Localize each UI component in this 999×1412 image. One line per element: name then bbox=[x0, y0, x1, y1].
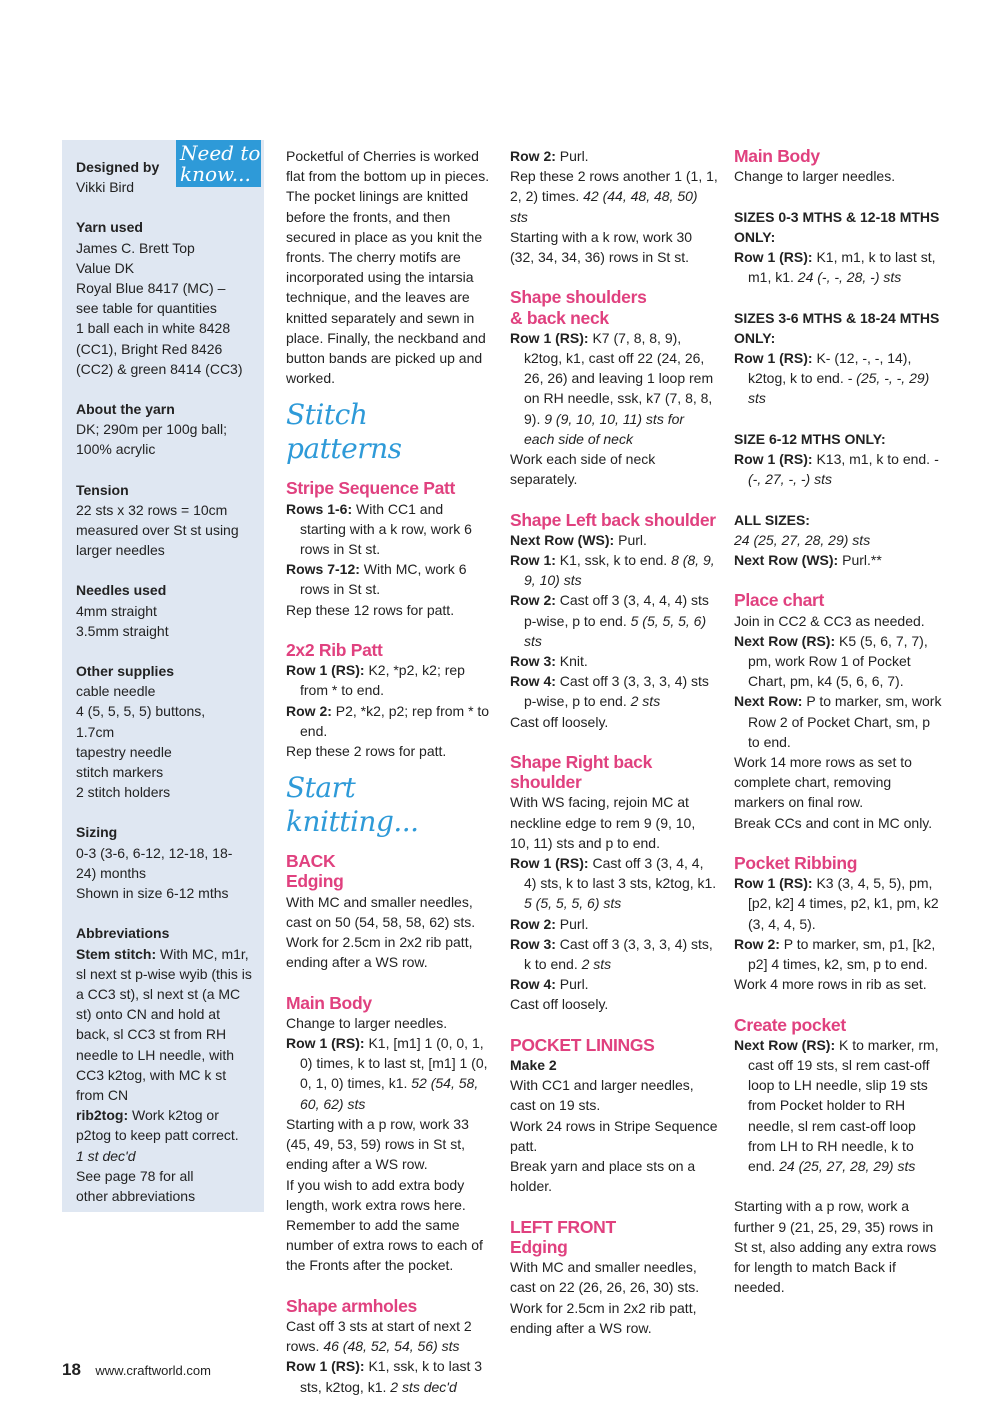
right-shoulder-heading: Shape Right back shoulder bbox=[510, 752, 653, 793]
chart-next-2 bbox=[734, 691, 944, 752]
designed-head: Designed by bbox=[76, 159, 160, 175]
left-row-4 bbox=[510, 671, 718, 711]
row-label: Row 1 (RS): bbox=[734, 249, 813, 265]
sizing-line: 24) months bbox=[76, 864, 147, 881]
yarn-line: Royal Blue 8417 (MC) – bbox=[76, 280, 226, 297]
row-text: Cast off 3 sts at start of next 2 rows. bbox=[286, 1317, 472, 1355]
yarn-line: (CC1), Bright Red 8426 bbox=[76, 340, 223, 357]
sizing-block bbox=[76, 822, 254, 903]
tension-line: 22 sts x 32 rows = 10cm bbox=[76, 501, 228, 518]
stitch-count: 2 sts bbox=[630, 693, 661, 710]
sizes-label: ALL SIZES: bbox=[734, 511, 810, 528]
sizes-label: SIZES 3-6 MTHS & 18-24 MTHS ONLY: bbox=[734, 309, 940, 346]
row-text: K2, *p2, k2; rep from * to end. bbox=[300, 662, 465, 699]
row-text: P to marker, sm, p1, [k2, p2] 4 times, k2, sm, p to end. bbox=[748, 935, 936, 973]
row-label: Row 1 (RS): bbox=[734, 451, 813, 467]
yarn-line: James C. Brett Top bbox=[76, 239, 195, 256]
row-2 bbox=[510, 146, 718, 166]
shoulders-heading: Shape shoulders & back neck bbox=[510, 287, 647, 328]
pocket-ribbing-heading: Pocket Ribbing bbox=[734, 853, 858, 874]
row-label: Row 1: bbox=[510, 552, 556, 569]
rib-heading: 2x2 Rib Patt bbox=[286, 640, 383, 661]
sizes1-row-1 bbox=[734, 247, 944, 287]
stitch-count: 42 (44, 48, 48, 50) sts bbox=[510, 188, 698, 225]
right-row-1 bbox=[510, 853, 718, 914]
row-text: Knit. bbox=[555, 653, 588, 670]
row-text: K- (12, -, -, 14), k2tog, k to end. bbox=[748, 350, 912, 387]
about-line: 100% acrylic bbox=[76, 441, 156, 458]
chart-break: Break CCs and cont in MC only. bbox=[734, 814, 933, 831]
tension-head: Tension bbox=[76, 481, 129, 498]
needles-line: 4mm straight bbox=[76, 602, 157, 619]
pocket-make bbox=[510, 1055, 718, 1075]
row-label: Row 1 (RS): bbox=[286, 1035, 365, 1052]
supplies-head: Other supplies bbox=[76, 663, 175, 680]
rep-text bbox=[510, 166, 718, 227]
sizes-label: SIZE 6-12 MTHS ONLY: bbox=[734, 430, 886, 447]
yarn-line: Value DK bbox=[76, 259, 135, 276]
row-label: Row 1 (RS): bbox=[734, 875, 813, 892]
column-2 bbox=[510, 146, 718, 1338]
row-label: Row 1 (RS): bbox=[510, 329, 589, 346]
main-starting: Starting with a p row, work 33 (45, 49, 53, 59) rows in St st, ending after a WS row. bbox=[286, 1115, 469, 1173]
page-footer bbox=[62, 1360, 211, 1380]
shoulders-each: Work each side of neck separately. bbox=[510, 451, 656, 488]
row-text: K3 (3, 4, 5, 5), pm, [p2, k2] 4 times, p2, k1, pm, k2 (3, 4, 4, 5). bbox=[748, 875, 939, 932]
pocket-with: With CC1 and larger needles, cast on 19 sts. bbox=[510, 1077, 694, 1114]
stitch-count: 46 (48, 52, 54, 56) sts bbox=[323, 1338, 460, 1355]
abbr-stem-text: With MC, m1r, sl next st p-wise wyib (this is a CC3 st), sl next st (a MC st) onto CN and hold at back, sl CC3 st from RH needle to LH needle, with CC3 k2tog, with MC k st from CN bbox=[76, 945, 252, 1103]
row-label: Row 2: bbox=[510, 915, 556, 932]
sizes1-head bbox=[734, 207, 944, 247]
yarn-line: see table for quantities bbox=[76, 300, 217, 317]
tension-line: larger needles bbox=[76, 542, 165, 559]
lf-edging-text: With MC and smaller needles, cast on 22 (26, 26, 26, 30) sts. Work for 2.5cm in 2x2 rib patt, ending after a WS row. bbox=[510, 1259, 700, 1336]
stitch-count: 5 (5, 5, 5, 6) sts bbox=[524, 612, 707, 649]
right-row-4 bbox=[510, 974, 718, 994]
abbr-stem bbox=[76, 944, 254, 1106]
lf-edging-heading: Edging bbox=[510, 1236, 568, 1257]
abbr-rib bbox=[76, 1105, 254, 1145]
tension-line: measured over St st using bbox=[76, 522, 239, 539]
chart-join: Join in CC2 & CC3 as needed. bbox=[734, 612, 925, 629]
left-row-3 bbox=[510, 651, 718, 671]
supplies-line: tapestry needle bbox=[76, 743, 172, 760]
row-text: K1, ssk, k to end. bbox=[555, 552, 672, 569]
stitch-count: 9 (9, 10, 10, 11) sts for each side of neck bbox=[524, 410, 685, 447]
stitch-count: 24 (-, -, 28, -) sts bbox=[797, 269, 902, 286]
intro-text: Pocketful of Cherries is worked flat from the bottom up in pieces. The pocket linings are knitted before the fronts, and then secured in place as you knit the fronts. The cherry motifs are incorporated using the intarsia technique, and the leaves are knitted separately and sewn in place. Finally, the neckband and button bands are picked up and worked. bbox=[286, 148, 490, 387]
chart-next-1 bbox=[734, 631, 944, 692]
row-text: Cast off 3 (3, 4, 4, 4) sts, k to last 3 sts, k2tog, k1. bbox=[524, 855, 717, 892]
row-label: Row 1 (RS): bbox=[286, 1358, 365, 1375]
back-heading: BACK bbox=[286, 851, 336, 872]
ribbing-work: Work 4 more rows in rib as set. bbox=[734, 976, 927, 993]
row-text: With MC, work 6 rows in St st. bbox=[300, 561, 467, 598]
stitch-count: 2 sts bbox=[581, 956, 612, 973]
stitch-count: 2 sts dec'd bbox=[390, 1378, 457, 1395]
sizes2-head bbox=[734, 308, 944, 348]
row-label: Row 2: bbox=[286, 702, 332, 719]
needles-block bbox=[76, 580, 254, 641]
row-text: P2, *k2, p2; rep from * to end. bbox=[300, 702, 490, 739]
left-shoulder-heading: Shape Left back shoulder bbox=[510, 509, 716, 530]
sizes-label: SIZES 0-3 MTHS & 12-18 MTHS ONLY: bbox=[734, 208, 940, 245]
yarn-head: Yarn used bbox=[76, 219, 143, 236]
row-text: K1, [m1] 1 (0, 0, 1, 0) times, k to last st, [m1] 1 (0, 0, 1, 0) times, k1. bbox=[300, 1035, 488, 1092]
row-label: Row 1 (RS): bbox=[510, 855, 589, 872]
tension-block bbox=[76, 480, 254, 561]
sizes3-head bbox=[734, 429, 944, 449]
row-label: Row 1 (RS): bbox=[734, 350, 813, 366]
row-label: Row 1 (RS): bbox=[286, 662, 365, 679]
armholes-heading: Shape armholes bbox=[286, 1295, 417, 1316]
right-row-2 bbox=[510, 914, 718, 934]
stitch-count: - (25, -, -, 29) sts bbox=[748, 370, 930, 407]
column-3 bbox=[734, 146, 944, 1297]
supplies-line: cable needle bbox=[76, 683, 156, 700]
column-1 bbox=[286, 146, 491, 1397]
make-label: Make 2 bbox=[510, 1057, 557, 1074]
row-text: Cast off 3 (3, 4, 4, 4) sts p-wise, p to end. bbox=[524, 592, 709, 629]
stitch-patterns-heading: Stitch patterns bbox=[286, 398, 402, 466]
row-text: K7 (7, 8, 8, 9), k2tog, k1, cast off 22 (24, 26, 26, 26) and leaving 1 loop rem on RH needle, ssk, k7 (7, 8, 8, 9). bbox=[524, 329, 714, 427]
stripe-rep: Rep these 12 rows for patt. bbox=[286, 601, 455, 618]
stripe-row-2 bbox=[286, 559, 491, 599]
row-label: Next Row: bbox=[734, 693, 803, 710]
main-row-1 bbox=[286, 1033, 491, 1114]
starting-text: Starting with a k row, work 30 (32, 34, 34, 36) rows in St st. bbox=[510, 228, 693, 266]
armholes-row-1 bbox=[286, 1356, 491, 1396]
abbr-head: Abbreviations bbox=[76, 925, 170, 942]
row-text: Purl. bbox=[614, 531, 647, 548]
edging-heading: Edging bbox=[286, 871, 344, 892]
row-label: Row 3: bbox=[510, 653, 556, 670]
main-body-heading: Main Body bbox=[286, 992, 372, 1013]
left-next-row bbox=[510, 530, 718, 550]
yarn-block bbox=[76, 217, 254, 379]
left-row-2 bbox=[510, 590, 718, 651]
rib-rep: Rep these 2 rows for patt. bbox=[286, 743, 447, 760]
sizing-line: Shown in size 6-12 mths bbox=[76, 885, 229, 902]
stitch-count: 8 (8, 9, 9, 10) sts bbox=[524, 552, 715, 589]
row-label: Row 2: bbox=[510, 592, 556, 609]
row-text: K to marker, rm, cast off 19 sts, sl rem cast-off loop to LH needle, slip 19 sts from Pocket holder to RH needle, sl rem cast-off loop from LH to RH needle, k to end. bbox=[748, 1036, 939, 1175]
about-head: About the yarn bbox=[76, 401, 175, 418]
left-front-heading: LEFT FRONT bbox=[510, 1216, 616, 1237]
stripe-row-1 bbox=[286, 499, 491, 560]
row-label: Rows 7-12: bbox=[286, 561, 360, 578]
row-text: Rep these 2 rows another 1 (1, 1, 2, 2) times. bbox=[510, 168, 718, 205]
row-text: With CC1 and starting with a k row, work 6 rows in St st. bbox=[300, 500, 472, 558]
create-pocket-heading: Create pocket bbox=[734, 1014, 846, 1035]
pocket-break: Break yarn and place sts on a holder. bbox=[510, 1158, 696, 1195]
row-text: K5 (5, 6, 7, 7), pm, work Row 1 of Pocket Chart, pm, k4 (5, 6, 6, 7). bbox=[748, 632, 928, 690]
sizing-line: 0-3 (3-6, 6-12, 12-18, 18- bbox=[76, 844, 233, 861]
left-row-1 bbox=[510, 550, 718, 590]
shoulders-row-1 bbox=[510, 328, 718, 449]
footer-url[interactable]: www.craftworld.com bbox=[95, 1363, 211, 1378]
stitch-count: 24 (25, 27, 28, 29) sts bbox=[734, 531, 871, 548]
create-starting: Starting with a p row, work a further 9 (21, 25, 29, 35) rows in St st, also adding any extra rows for length to match Back if needed. bbox=[734, 1198, 937, 1296]
row-label: Next Row (WS): bbox=[510, 531, 615, 548]
about-yarn-block bbox=[76, 399, 254, 460]
all-sizes-count bbox=[734, 530, 944, 550]
ribbing-row-1 bbox=[734, 873, 944, 934]
row-text: Purl.** bbox=[838, 552, 882, 568]
right-with: With WS facing, rejoin MC at neckline edge to rem 9 (9, 10, 10, 11) sts and p to end. bbox=[510, 794, 696, 851]
abbr-rib-label: rib2tog: bbox=[76, 1107, 129, 1124]
main-change: Change to larger needles. bbox=[286, 1014, 448, 1031]
row-text: Purl. bbox=[555, 148, 589, 164]
row-text: P to marker, sm, work Row 2 of Pocket Chart, sm, p to end. bbox=[748, 693, 942, 750]
row-label: Next Row (RS): bbox=[734, 1036, 836, 1053]
abbr-stem-label: Stem stitch: bbox=[76, 945, 157, 962]
row-text: Cast off 3 (3, 3, 3, 4) sts p-wise, p to end. bbox=[524, 673, 709, 710]
about-line: DK; 290m per 100g ball; bbox=[76, 421, 227, 438]
row-text: K1, m1, k to last st, m1, k1. bbox=[748, 249, 936, 286]
yarn-line: 1 ball each in white 8428 bbox=[76, 320, 231, 337]
stitch-count: - (-, 27, -, -) sts bbox=[748, 451, 939, 488]
stitch-count: 52 (54, 58, 60, 62) sts bbox=[300, 1075, 479, 1112]
stitch-count: 5 (5, 5, 5, 6) sts bbox=[524, 895, 622, 912]
armholes-text bbox=[286, 1316, 491, 1356]
abbr-rib-italic bbox=[76, 1146, 254, 1166]
supplies-block bbox=[76, 661, 254, 802]
row-label: Row 4: bbox=[510, 673, 556, 690]
left-cast-off: Cast off loosely. bbox=[510, 713, 609, 730]
main-if: If you wish to add extra body length, work extra rows here. Remember to add the same number of extra rows to each of the Fronts after the pocket. bbox=[286, 1176, 483, 1274]
stripe-heading: Stripe Sequence Patt bbox=[286, 478, 456, 499]
ribbing-row-2 bbox=[734, 934, 944, 974]
sizes2-row-1 bbox=[734, 348, 944, 409]
yarn-line: (CC2) & green 8414 (CC3) bbox=[76, 360, 243, 377]
supplies-line: 1.7cm bbox=[76, 723, 115, 740]
row-label: Row 4: bbox=[510, 976, 556, 993]
row-text: Purl. bbox=[555, 915, 589, 932]
pocket-linings-heading: POCKET LININGS bbox=[510, 1034, 655, 1055]
row-label: Row 2: bbox=[734, 935, 780, 952]
abbr-see: See page 78 for all other abbreviations bbox=[76, 1167, 196, 1204]
row-label: Row 3: bbox=[510, 935, 556, 952]
need-to-know-sidebar bbox=[62, 140, 264, 1212]
create-next-row bbox=[734, 1035, 944, 1176]
page-number: 18 bbox=[62, 1360, 81, 1379]
need-to-know-tag: Need to know... bbox=[176, 140, 261, 187]
start-knitting-heading: Start knitting... bbox=[286, 771, 419, 839]
sizing-head: Sizing bbox=[76, 824, 118, 841]
rib-row-1 bbox=[286, 660, 491, 700]
all-sizes-head bbox=[734, 510, 944, 530]
chart-work: Work 14 more rows as set to complete chart, removing markers on final row. bbox=[734, 754, 912, 811]
place-chart-heading: Place chart bbox=[734, 590, 825, 611]
needles-line: 3.5mm straight bbox=[76, 622, 169, 639]
row-text: Cast off 3 (3, 3, 3, 4) sts, k to end. bbox=[524, 935, 713, 973]
sizes3-row-1 bbox=[734, 449, 944, 489]
row-label: Row 2: bbox=[510, 148, 556, 164]
lf-main-body-heading: Main Body bbox=[734, 146, 820, 166]
pocket-work: Work 24 rows in Stripe Sequence patt. bbox=[510, 1117, 718, 1154]
abbr-rib-text: Work k2tog or p2tog to keep patt correct. bbox=[76, 1107, 239, 1144]
row-label: Next Row (WS): bbox=[734, 552, 839, 568]
row-text: Purl. bbox=[555, 976, 589, 993]
row-text: K13, m1, k to end. bbox=[812, 451, 934, 467]
abbr-rib-dec: 1 st dec'd bbox=[76, 1147, 136, 1164]
abbreviations-block bbox=[76, 923, 254, 1206]
stitch-count: 24 (25, 27, 28, 29) sts bbox=[779, 1158, 916, 1175]
lf-main-change: Change to larger needles. bbox=[734, 168, 896, 185]
needles-head: Needles used bbox=[76, 582, 167, 599]
right-cast-off: Cast off loosely. bbox=[510, 996, 609, 1013]
row-label: Next Row (RS): bbox=[734, 632, 836, 649]
supplies-line: 4 (5, 5, 5, 5) buttons, bbox=[76, 703, 206, 720]
designer-name: Vikki Bird bbox=[76, 179, 135, 196]
all-sizes-next bbox=[734, 550, 944, 570]
row-text: K1, ssk, k to last 3 sts, k2tog, k1. bbox=[300, 1358, 483, 1395]
row-label: Rows 1-6: bbox=[286, 500, 353, 517]
supplies-line: stitch markers bbox=[76, 764, 164, 781]
rib-row-2 bbox=[286, 701, 491, 741]
edging-text: With MC and smaller needles, cast on 50 (54, 58, 58, 62) sts. Work for 2.5cm in 2x2 rib patt, ending after a WS row. bbox=[286, 893, 476, 971]
supplies-line: 2 stitch holders bbox=[76, 784, 171, 801]
right-row-3 bbox=[510, 934, 718, 974]
